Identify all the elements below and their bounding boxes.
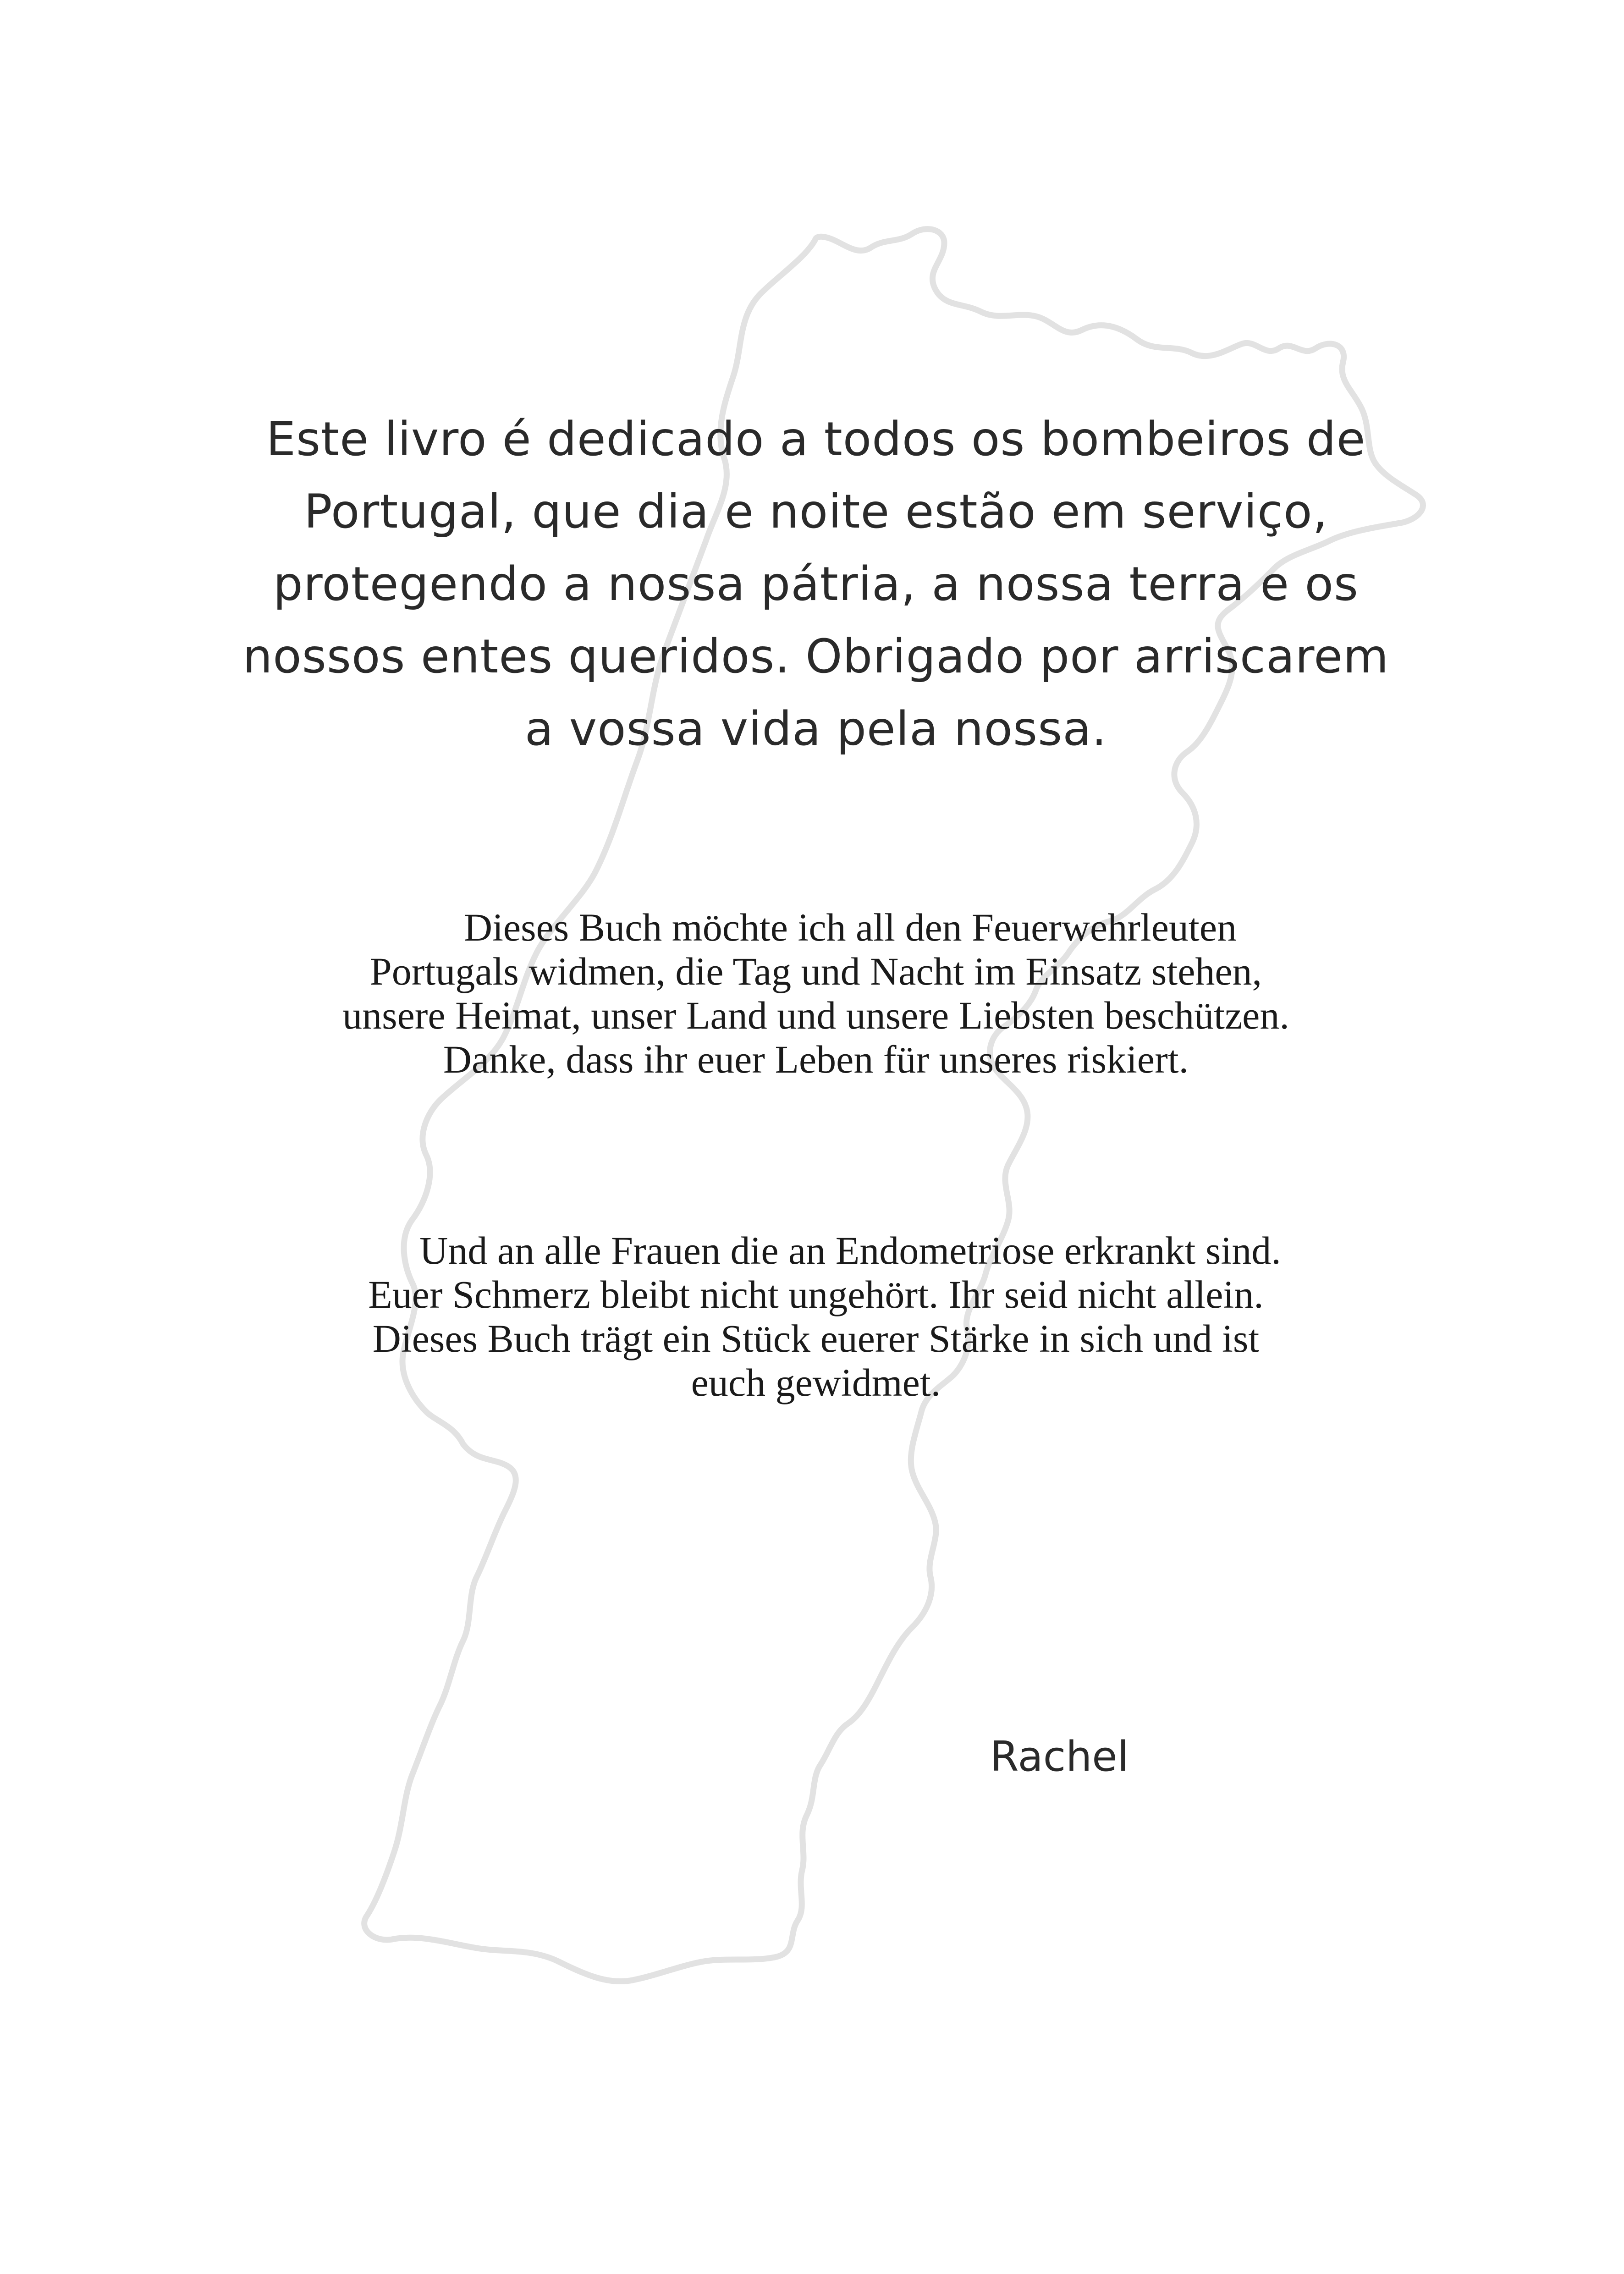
dedication-german-endometriosis bbox=[229, 1228, 1403, 1404]
dedication-line: a vossa vida pela nossa. bbox=[524, 702, 1107, 756]
dedication-line: Danke, dass ihr euer Leben für unseres riskiert. bbox=[443, 1037, 1189, 1081]
dedication-line: Portugal, que dia e noite estão em serviço, bbox=[304, 485, 1328, 539]
dedication-portuguese bbox=[229, 403, 1403, 765]
dedication-line: protegendo a nossa pátria, a nossa terra e os bbox=[273, 557, 1359, 611]
dedication-line: Dieses Buch trägt ein Stück euerer Stärke in sich und ist bbox=[372, 1316, 1260, 1360]
dedication-line: unsere Heimat, unser Land und unsere Liebsten beschützen. bbox=[342, 993, 1289, 1037]
dedication-line: nossos entes queridos. Obrigado por arriscarem bbox=[242, 629, 1389, 684]
dedication-line: Euer Schmerz bleibt nicht ungehört. Ihr seid nicht allein. bbox=[368, 1272, 1264, 1316]
dedication-line: Este livro é dedicado a todos os bombeiros de bbox=[266, 412, 1366, 467]
dedication-german-firefighters bbox=[229, 905, 1403, 1081]
signature: Rachel bbox=[990, 1733, 1129, 1781]
dedication-line: Und an alle Frauen die an Endometriose erkrankt sind. bbox=[419, 1228, 1281, 1272]
dedication-line: Portugals widmen, die Tag und Nacht im Einsatz stehen, bbox=[369, 949, 1262, 993]
dedication-line: euch gewidmet. bbox=[691, 1360, 941, 1404]
dedication-line: Dieses Buch möchte ich all den Feuerwehrleuten bbox=[464, 905, 1237, 949]
